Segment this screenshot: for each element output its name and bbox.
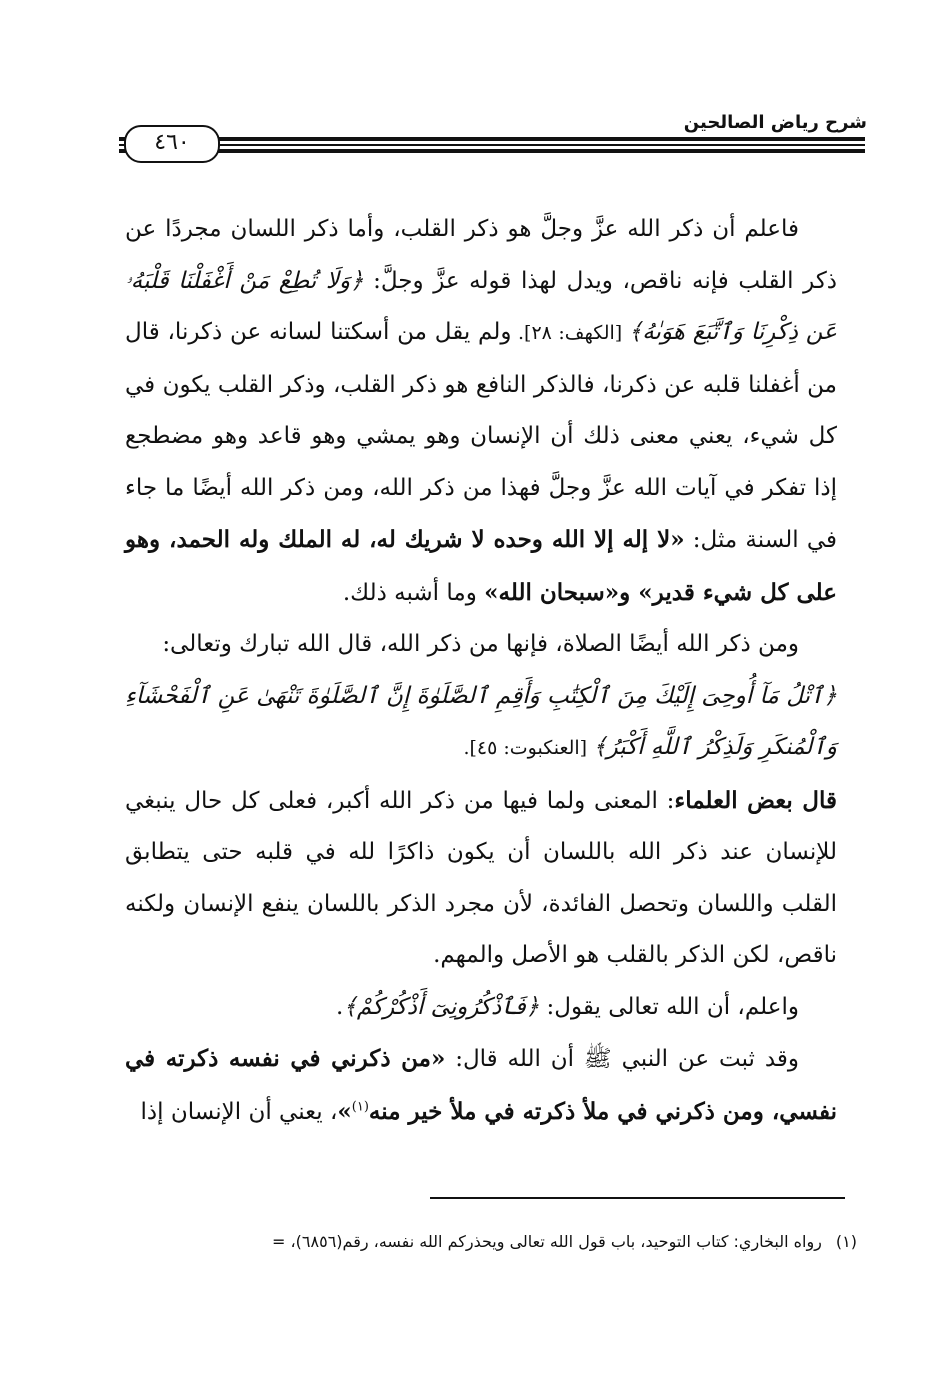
footnote-reference[interactable]: (١) [351, 1098, 369, 1114]
text-run: : المعنى ولما فيها من ذكر الله أكبر، فعلى كل حال ينبغي للإنسان عند ذكر الله باللسان أن يكون ذاكرًا لله في قلبه حتى يتطابق القلب واللسان وتحصل الفائدة، لأن مجرد الذكر باللسان ينفع الإنسان ولكنه ناقص، لكن الذكر بالقلب هو الأصل والمهم. [125, 787, 837, 968]
footnote-text: رواه البخاري: كتاب التوحيد، باب قول الله تعالى ويحذركم الله نفسه، رقم(٦٨٥٦)، = [272, 1232, 822, 1251]
bold-lead: قال بعض العلماء [674, 786, 837, 814]
text-run: ، يعني أن الإنسان إذا [140, 1098, 338, 1125]
header-rule [119, 137, 865, 141]
running-title: شرح رياض الصالحين [683, 112, 867, 133]
text-run: واعلم، أن الله تعالى يقول: [539, 993, 799, 1020]
paragraph [125, 982, 837, 1034]
text-run: فاعلم أن ذكر الله عزَّ وجلَّ هو ذكر القلب، وأما ذكر اللسان مجردًا عن ذكر القلب فإنه ناقص، ويدل لهذا قوله عزَّ وجلَّ: [125, 216, 838, 294]
paragraph [125, 1033, 837, 1138]
verse-reference: [العنكبوت: ٤٥]. [463, 737, 594, 759]
header-rule [119, 144, 865, 146]
quote-close: » [337, 1097, 352, 1125]
header-rule [119, 149, 865, 153]
text-run: ومن ذكر الله أيضًا الصلاة، فإنها من ذكر الله، قال الله تبارك وتعالى: [162, 631, 799, 657]
text-run: وقد ثبت عن النبي ﷺ أن الله قال: [445, 1046, 799, 1072]
quran-verse: ﴿ٱتْلُ مَآ أُوحِىَ إِلَيْكَ مِنَ ٱلْكِتَٰبِ وَأَقِمِ ٱلصَّلَوٰةَ إِنَّ ٱلصَّلَوٰةَ تَنْهَىٰ عَنِ ٱلْفَحْشَآءِ وَٱلْمُنكَرِ وَلَذِكْرُ ٱللَّهِ أَكْبَرُ﴾ [125, 682, 837, 760]
main-text [125, 204, 837, 1138]
page-number: ٤٦٠ [124, 125, 220, 163]
verse-reference: [الكهف: ٢٨]. [511, 322, 629, 344]
paragraph [125, 619, 837, 671]
paragraph [125, 671, 837, 775]
footnote-marker: (١) [835, 1232, 857, 1251]
text-run: . [336, 993, 344, 1020]
footnote [104, 1232, 857, 1251]
paragraph [125, 204, 837, 619]
quran-verse: ﴿فَٱذْكُرُونِىٓ أَذْكُرْكُمْ﴾ [343, 993, 540, 1020]
hadith-quote: «من ذكرني في نفسه ذكرته في نفسي، ومن ذكرني في ملأ ذكرته في ملأ خير منه [125, 1045, 837, 1125]
text-run: ولم يقل من أسكتنا لسانه عن ذكرنا، قال من أغفلنا قلبه عن ذكرنا، فالذكر النافع هو ذكر القلب، وذكر القلب يكون في كل شيء، يعني معنى ذلك أن الإنسان وهو يمشي وهو قاعد وهو مضطجع إذا تفكر في آيات الله عزَّ وجلَّ فهذا من ذكر الله، ومن ذكر الله أيضًا ما جاء في السنة مثل: [125, 319, 837, 553]
hadith-quote: «لا إله إلا الله وحده لا شريك له، له الملك وله الحمد، وهو على كل شيء قدير» و«سبحان الله» [125, 526, 837, 606]
quran-verse: ﴿وَلَا تُطِعْ مَنْ أَغْفَلْنَا قَلْبَهُۥ عَن ذِكْرِنَا وَٱتَّبَعَ هَوَىٰهُ﴾ [125, 267, 838, 345]
paragraph [125, 775, 837, 982]
text-run: وما أشبه ذلك. [342, 579, 485, 606]
footnote-separator [430, 1197, 845, 1199]
